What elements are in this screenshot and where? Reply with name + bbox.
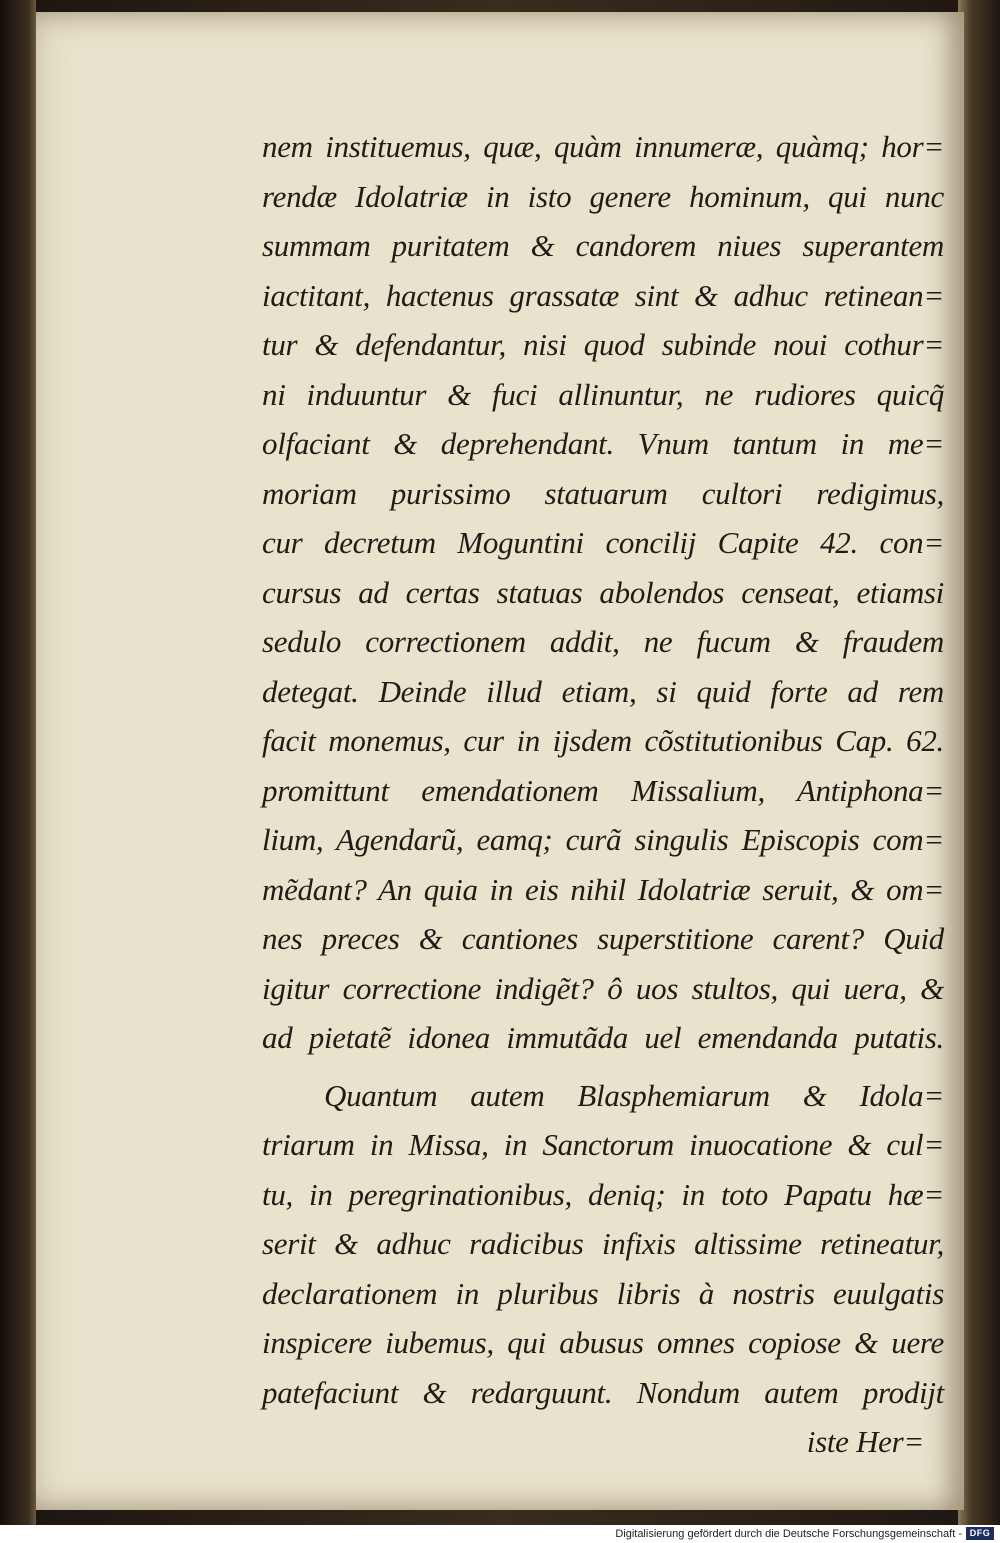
paragraph-first-line: Quantum autem Blasphemiarum & Idola= [324, 1077, 944, 1113]
text-line: lium, Agendarũ, eamq; curã singulis Episcopis com= [262, 822, 944, 857]
text-block [262, 122, 944, 1467]
text-line: iactitant, hactenus grassatæ sint & adhuc retinean= [262, 277, 944, 313]
text-line: declarationem in pluribus libris à nostris euulgatis [262, 1275, 944, 1311]
text-line: nes preces & cantiones superstitione carent? Quid [262, 921, 944, 956]
catchword: iste Her= [806, 1424, 924, 1459]
text-line: nem instituemus, quæ, quàm innumeræ, quàmq; hor= [262, 129, 944, 164]
text-line: cursus ad certas statuas abolendos censeat, etiamsi [262, 574, 944, 610]
text-line: olfaciant & deprehendant. Vnum tantum in me= [262, 426, 944, 461]
text-line: ad pietatẽ idonea immutãda uel emendanda putatis. [262, 1020, 944, 1055]
text-line: cur decretum Moguntini concilij Capite 42. con= [262, 525, 944, 560]
text-line: tu, in peregrinationibus, deniq; in toto Papatu hæ= [262, 1176, 944, 1212]
text-line: tur & defendantur, nisi quod subinde noui cothur= [262, 327, 944, 362]
text-line: rendæ Idolatriæ in isto genere hominum, qui nunc [262, 178, 944, 214]
text-line: detegat. Deinde illud etiam, si quid forte ad rem [262, 673, 944, 709]
text-line: promittunt emendationem Missalium, Antiphona= [262, 772, 944, 808]
text-line: triarum in Missa, in Sanctorum inuocatione & cul= [262, 1127, 944, 1162]
text-line: mẽdant? An quia in eis nihil Idolatriæ seruit, & om= [262, 871, 944, 907]
text-line: facit monemus, cur in ijsdem cõstitutionibus Cap. 62. [262, 723, 944, 758]
text-line: summam puritatem & candorem niues superantem [262, 228, 944, 263]
text-line: sedulo correctionem addit, ne fucum & fraudem [262, 624, 944, 659]
text-line: inspicere iubemus, qui abusus omnes copiose & uere [262, 1325, 944, 1360]
funding-credit: Digitalisierung gefördert durch die Deutsche Forschungsgemeinschaft - [615, 1528, 962, 1540]
dfg-logo-icon[interactable]: DFG [966, 1527, 994, 1540]
text-line: igitur correctione indigẽt? ô uos stultos, qui uera, & [262, 970, 944, 1006]
footer-bar [0, 1525, 1000, 1543]
text-line: serit & adhuc radicibus infixis altissime retineatur, [262, 1226, 944, 1261]
text-line: patefaciunt & redarguunt. Nondum autem prodijt [262, 1374, 944, 1410]
page-right-edge [958, 0, 1000, 1525]
text-line: ni induuntur & fuci allinuntur, ne rudiores quicq̃ [262, 376, 944, 412]
text-line: moriam purissimo statuarum cultori redigimus, [262, 475, 944, 511]
page-left-edge [0, 0, 36, 1525]
